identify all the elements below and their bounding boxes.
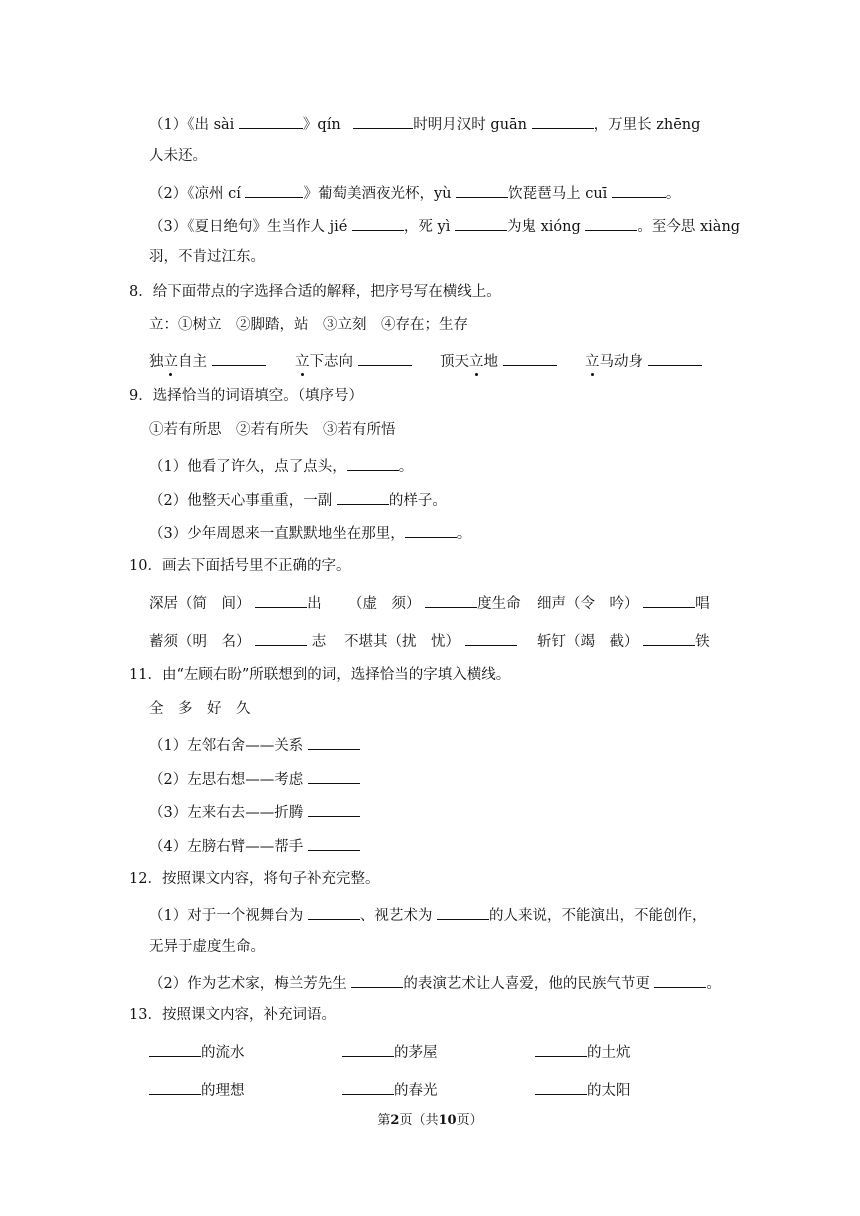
answer-blank[interactable] — [585, 214, 637, 231]
q7-line-5: 羽，不肯过江东。 — [149, 249, 265, 265]
answer-blank[interactable] — [437, 903, 489, 920]
answer-blank[interactable] — [456, 181, 508, 198]
answer-blank[interactable] — [342, 1040, 394, 1057]
q10-item: 细声（令 吟） 唱 — [537, 591, 710, 614]
q13-item: 的理想 — [149, 1078, 245, 1101]
answer-blank[interactable] — [149, 1078, 201, 1095]
q9-options: ①若有所思 ②若有所失 ③若有所悟 — [149, 422, 396, 438]
answer-blank[interactable] — [353, 112, 413, 129]
answer-blank[interactable] — [308, 800, 360, 817]
answer-blank[interactable] — [255, 629, 307, 646]
answer-blank[interactable] — [535, 1040, 587, 1057]
q13-item: 的流水 — [149, 1040, 245, 1063]
q7-line-4: （3）《夏日绝句》生当作人 jié ，死 yì 为鬼 xióng 。至今思 xiàng — [0, 214, 860, 237]
q13-item: 的春光 — [342, 1078, 438, 1101]
answer-blank[interactable] — [654, 971, 706, 988]
answer-blank[interactable] — [352, 214, 404, 231]
answer-blank[interactable] — [503, 349, 557, 366]
q8-item-2: 立下志向 — [295, 349, 412, 372]
answer-blank[interactable] — [308, 733, 360, 750]
q12-title: 12．按照课文内容，将句子补充完整。 — [129, 871, 380, 887]
q10-item: 不堪其（扰 忧） — [344, 629, 517, 652]
q7-line-2: 人未还。 — [149, 148, 207, 164]
q12-line-3: （2）作为艺术家，梅兰芳先生 的表演艺术让人喜爱，他的民族气节更 。 — [0, 971, 860, 994]
q8-item-1: 独立自主 — [149, 349, 266, 372]
answer-blank[interactable] — [308, 834, 360, 851]
q9-line-1: （1）他看了许久，点了点头， 。 — [0, 454, 860, 477]
answer-blank[interactable] — [648, 349, 702, 366]
q12-line-1: （1）对于一个视舞台为 、视艺术为 的人来说，不能演出，不能创作， — [0, 903, 860, 926]
q8-item-4: 立马动身 — [585, 349, 702, 372]
q10-item: 斩钉（竭 截） 铁 — [537, 629, 710, 652]
q10-item: 蓄须（明 名） 志 — [149, 629, 326, 652]
answer-blank[interactable] — [308, 767, 360, 784]
q7-line-3: （2）《凉州 cí 》葡萄美酒夜光杯，yù 饮琵琶马上 cuī 。 — [0, 181, 860, 204]
q9-line-3: （3）少年周恩来一直默默地坐在那里， 。 — [0, 521, 860, 544]
answer-blank[interactable] — [351, 971, 403, 988]
page-number-footer: 第2页（共10页） — [377, 1113, 483, 1128]
answer-blank[interactable] — [612, 181, 666, 198]
q13-item: 的土炕 — [535, 1040, 631, 1063]
answer-blank[interactable] — [342, 1078, 394, 1095]
answer-blank[interactable] — [465, 629, 517, 646]
answer-blank[interactable] — [245, 181, 303, 198]
q12-line-2: 无异于虚度生命。 — [149, 939, 265, 955]
answer-blank[interactable] — [308, 903, 360, 920]
q11-item-2: （2）左思右想——考虑 — [0, 767, 860, 790]
q11-item-3: （3）左来右去——折腾 — [0, 800, 860, 823]
answer-blank[interactable] — [347, 454, 399, 471]
answer-blank[interactable] — [643, 591, 695, 608]
q13-title: 13．按照课文内容，补充词语。 — [129, 1007, 336, 1023]
q11-title: 11．由“左顾右盼”所联想到的词，选择恰当的字填入横线。 — [129, 667, 511, 683]
answer-blank[interactable] — [532, 112, 594, 129]
q7-line-1: （1）《出 sài 》qín 时明月汉时 guān ，万里长 zhēng — [0, 112, 860, 135]
answer-blank[interactable] — [405, 521, 457, 538]
answer-blank[interactable] — [455, 214, 507, 231]
q9-title: 9．选择恰当的词语填空。（填序号） — [129, 388, 363, 404]
answer-blank[interactable] — [358, 349, 412, 366]
answer-blank[interactable] — [535, 1078, 587, 1095]
q10-item: 深居（简 间） 出 — [149, 591, 322, 614]
q8-title: 8．给下面带点的字选择合适的解释，把序号写在横线上。 — [129, 284, 501, 300]
answer-blank[interactable] — [643, 629, 695, 646]
q13-item: 的茅屋 — [342, 1040, 438, 1063]
q9-line-2: （2）他整天心事重重，一副 的样子。 — [0, 488, 860, 511]
q11-chars: 全 多 好 久 — [149, 701, 251, 717]
q11-item-1: （1）左邻右舍——关系 — [0, 733, 860, 756]
q11-item-4: （4）左膀右臂——帮手 — [0, 834, 860, 857]
q13-item: 的太阳 — [535, 1078, 631, 1101]
q8-options: 立：①树立 ②脚踏，站 ③立刻 ④存在；生存 — [149, 317, 468, 333]
answer-blank[interactable] — [337, 488, 389, 505]
answer-blank[interactable] — [212, 349, 266, 366]
answer-blank[interactable] — [425, 591, 477, 608]
q10-title: 10．画去下面括号里不正确的字。 — [129, 558, 351, 574]
answer-blank[interactable] — [239, 112, 303, 129]
answer-blank[interactable] — [255, 591, 307, 608]
q10-item: （虚 须） 度生命 — [348, 591, 521, 614]
answer-blank[interactable] — [149, 1040, 201, 1057]
q8-item-3: 顶天立地 — [440, 349, 557, 372]
